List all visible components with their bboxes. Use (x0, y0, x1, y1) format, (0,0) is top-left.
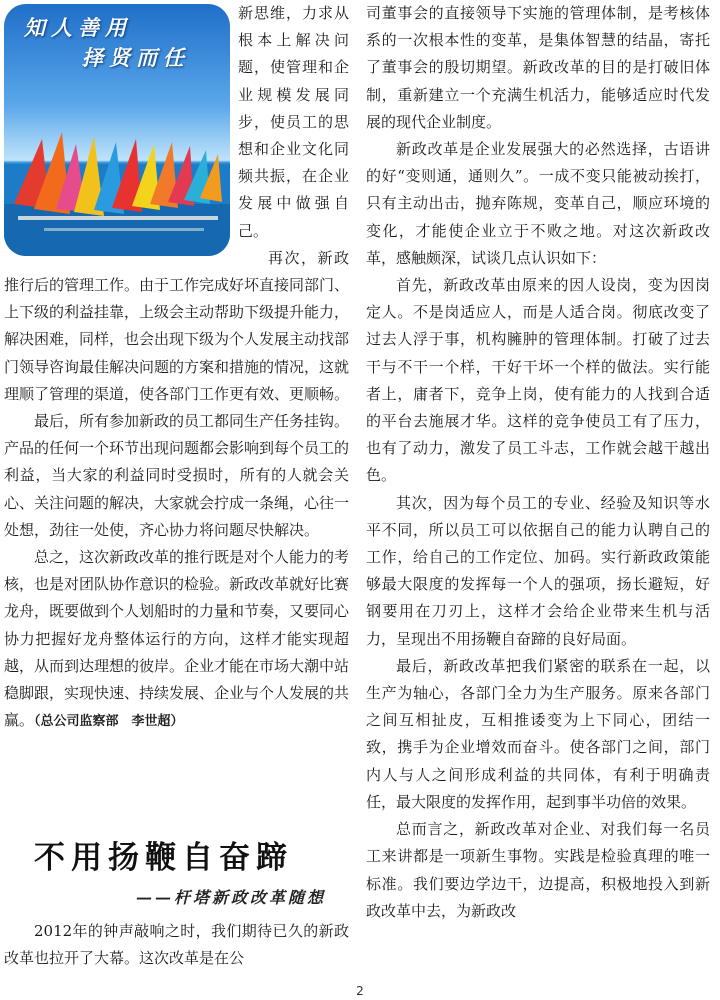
paragraph: 最后，新政改革把我们紧密的联系在一起，以生产为轴心，各部门全力为生产服务。原来各部门之间互相扯皮，互相推诿变为上下同心，团结一致，携手为企业增效而奋斗。使各部门之间，部门内人与人之间形成利益的共同体，有利于明确责任，最大限度的发挥作用，起到事半功倍的效果。 (366, 656, 710, 811)
windsurfing-photo (4, 4, 230, 256)
paragraph: 首先，新政改革由原来的因人设岗，变为因岗定人。不是岗适应人，而是人适合岗。彻底改变了过去人浮于事，机构臃肿的管理体制。打破了过去干与不干一个样，干好干坏一个样的做法。实行能者上，庸者下，竞争上岗，使有能力的人找到合适的平台去施展才华。这样的竞争使员工有了压力，也有了动力，激发了员工斗志，工作就会越干越出色。 (366, 276, 710, 485)
paragraph: 总而言之，新政改革对企业、对我们每一名员工来讲都是一项新生事物。实践是检验真理的唯一标准。我们要边学边干，边提高，积极地投入到新政改革中去，为新政改 (366, 820, 710, 920)
paragraph: 新思维，力求从根本上解决问题，使管理和企业规模发展同步，使员工的思想和企业文化同频共振，在企业发展中做强自己。 (238, 4, 349, 240)
photo-caption-line2: 择贤而任 (82, 45, 190, 70)
paragraph: 总之，这次新政改革的推行既是对个人能力的考核，也是对团队协作意识的检验。新政改革就好比赛龙舟，既要做到个人划船时的力量和节奏，又要同心协力把握好龙舟整体运行的方向，这样才能实现超越，从而到达理想的彼岸。企业才能在市场大潮中站稳脚跟，实现快速、持续发展、企业与个人发展的共赢。（总公司监察部 李世超） (4, 548, 350, 730)
photo-caption-line1: 知人善用 (24, 15, 132, 40)
left-column (4, 0, 349, 735)
paragraph: 新政改革是企业发展强大的必然选择，古语讲的好“变则通，通则久”。一成不变只能被动挨打，只有主动出击，抛弃陈规，变革自己，顺应环境的变化，才能使企业立于不败之地。对这次新政改革，感触颇深，试谈几点认识如下： (366, 140, 710, 267)
paragraph: 司董事会的直接领导下实施的管理体制，是考核体系的一次根本性的变革，是集体智慧的结晶，寄托了董事会的殷切期望。新政改革的目的是打破旧体制，重新建立一个充满生机活力，能够适应时代发展的现代企业制度。 (366, 4, 710, 131)
paragraph: 其次，因为每个员工的专业、经验及知识等水平不同，所以员工可以依据自己的能力认聘自己的工作，给自己的工作定位、加码。实行新政政策能够最大限度的发挥每一个人的强项，扬长避短，好钢要用在刀刃上，这样才会给企业带来生机与活力，呈现出不用扬鞭自奋蹄的良好局面。 (366, 493, 710, 648)
windsurf-sails-illustration (4, 4, 230, 256)
article-subtitle: ——杆塔新政改革随想 (136, 888, 327, 907)
article-body (4, 918, 349, 972)
author-signature: （总公司监察部 李世超） (34, 714, 184, 730)
article-title: 不用扬鞭自奋蹄 (34, 840, 293, 876)
page-number: 2 (356, 984, 364, 998)
paragraph: 2012年的钟声敲响之时，我们期待已久的新政改革也拉开了大幕。这次改革是在公 (4, 922, 349, 968)
paragraph: 再次，新政推行后的管理工作。由于工作完成好坏直接同部门、上下级的利益挂靠，上级会主动帮助下级提升能力，解决困难，同样，也会出现下级为个人发展主动找部门领导咨询最佳解决问题的方案和措施的情况，这就理顺了管理的渠道，使各部门工作更有效、更顺畅。 (4, 248, 350, 403)
right-column (366, 0, 710, 925)
paragraph: 最后，所有参加新政的员工都同生产任务挂钩。产品的任何一个环节出现问题都会影响到每个员工的利益，当大家的利益同时受损时，所有的人就会关心、关注问题的解决，大家就会拧成一条绳，心往一处想，劲往一处使，齐心协力将问题尽快解决。 (4, 412, 350, 539)
